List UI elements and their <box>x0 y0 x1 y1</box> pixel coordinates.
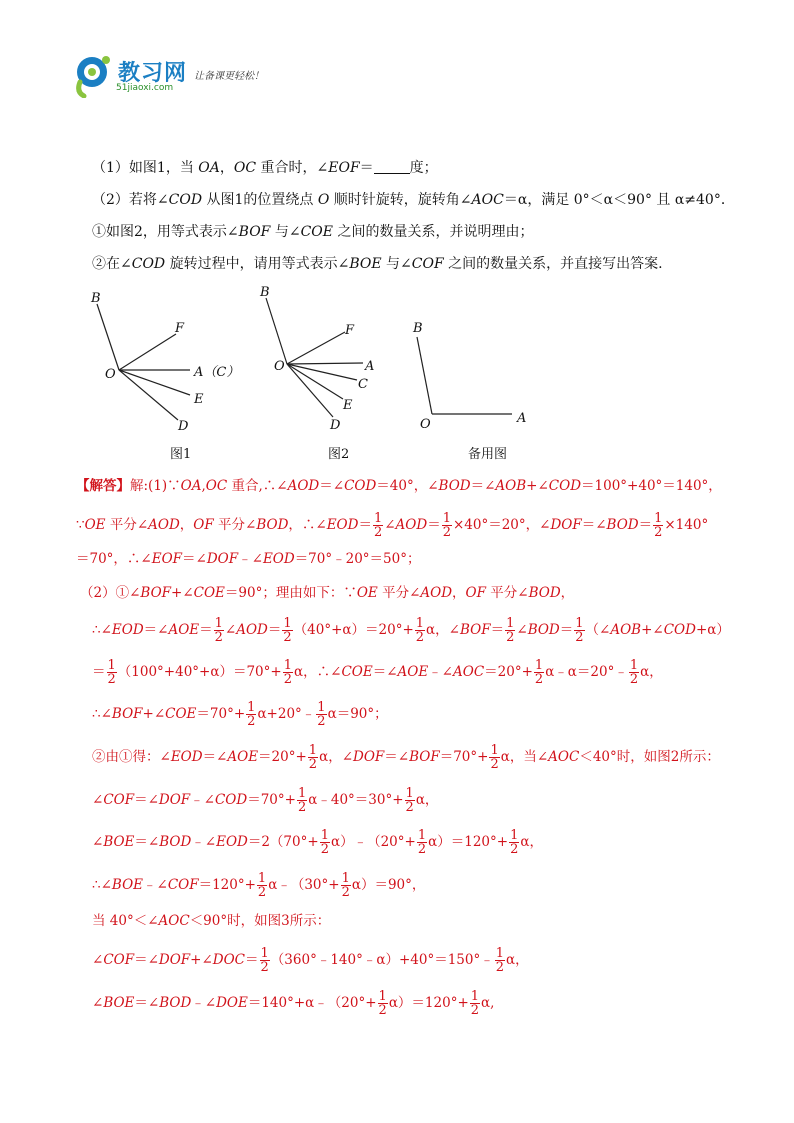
fraction-half: $\frac{1}{2}$ <box>575 616 584 645</box>
fraction-half: $\frac{1}{2}$ <box>417 828 427 857</box>
answer-line-2: ∵OE 平分∠AOD，OF 平分∠BOD，∴∠EOD＝ $\frac{1}{2}$ ∠AOD＝ $\frac{1}{2}$ ×40°＝20°，∠DOF＝∠BOD＝ $\frac{1}{2}$ ×140° <box>76 511 709 540</box>
fig2-label-c: C <box>358 377 368 392</box>
fraction-half: $\frac{1}{2}$ <box>341 871 350 900</box>
fig2-label-b: B <box>260 285 270 300</box>
fraction-half: $\frac{1}{2}$ <box>405 786 414 815</box>
fraction-half: $\frac{1}{2}$ <box>534 658 544 687</box>
fig2-label-a: A <box>365 359 375 374</box>
answer-line-3: ＝70°，∴∠EOF＝∠DOF﹣∠EOD＝70°﹣20°＝50°； <box>76 551 421 567</box>
brand-mascot-icon <box>72 52 114 98</box>
fraction-half: $\frac{1}{2}$ <box>247 700 256 729</box>
fraction-half: $\frac{1}{2}$ <box>629 658 639 687</box>
fig3-label-a: A <box>517 411 527 426</box>
fraction-half: $\frac{1}{2}$ <box>470 989 480 1018</box>
figure-3 <box>417 337 512 414</box>
fraction-half: $\frac{1}{2}$ <box>317 700 326 729</box>
answer-line-6: ＝ $\frac{1}{2}$ （100°+40°+α）＝70°+ $\frac{1}{2}$ α，∴∠COE＝∠AOE﹣∠AOC＝20°+ $\frac{1}{2}$ α﹣α＝20°﹣ $\frac{1}{2}$ α， <box>92 658 663 687</box>
answer-line-10: ∠BOE＝∠BOD﹣∠EOD＝2（70°+ $\frac{1}{2}$ α）﹣（20°+ $\frac{1}{2}$ α）＝120°+ $\frac{1}{2}$ α， <box>92 828 543 857</box>
fig1-caption: 图1 <box>170 447 192 462</box>
fraction-half: $\frac{1}{2}$ <box>283 658 292 687</box>
fraction-half: $\frac{1}{2}$ <box>442 511 451 540</box>
answer-line-13: ∠COF＝∠DOF+∠DOC＝ $\frac{1}{2}$ （360°﹣140°﹣α）+40°＝150°﹣ $\frac{1}{2}$ α， <box>92 946 529 975</box>
fig1-label-e: E <box>194 392 204 407</box>
fraction-half: $\frac{1}{2}$ <box>506 616 515 645</box>
fraction-half: $\frac{1}{2}$ <box>308 743 318 772</box>
answer-tag: 【解答】 <box>76 478 130 494</box>
fraction-half: $\frac{1}{2}$ <box>490 743 499 772</box>
answer-line-11: ∴∠BOE﹣∠COF＝120°+ $\frac{1}{2}$ α﹣（30°+ $\frac{1}{2}$ α）＝90°， <box>92 871 426 900</box>
fig2-label-f: F <box>345 323 355 338</box>
fraction-half: $\frac{1}{2}$ <box>320 828 329 857</box>
fig1-label-b: B <box>91 291 101 306</box>
answer-line-8: ②由①得：∠EOD＝∠AOE＝20°+ $\frac{1}{2}$ α，∠DOF＝∠BOF＝70°+ $\frac{1}{2}$ α，当∠AOC＜40°时，如图2所示： <box>92 743 720 772</box>
fig3-caption: 备用图 <box>468 447 508 462</box>
fig3-label-o: O <box>420 417 431 432</box>
answer-line-1: 【解答】解:(1)∵OA,OC 重合,∴∠AOD＝∠COD＝40°，∠BOD＝∠AOB+∠COD＝100°+40°＝140°， <box>76 478 722 494</box>
question-part-2-2: ②在∠COD 旋转过程中，请用等式表示∠BOE 与∠COF 之间的数量关系，并直接写出答案. <box>92 256 663 272</box>
answer-line-14: ∠BOE＝∠BOD﹣∠DOE＝140°+α﹣（20°+ $\frac{1}{2}$ α）＝120°+ $\frac{1}{2}$ α, <box>92 989 495 1018</box>
answer-line-4: （2）①∠BOF+∠COE＝90°；理由如下：∵OE 平分∠AOD，OF 平分∠BOD， <box>80 585 575 601</box>
fig2-label-e: E <box>343 398 353 413</box>
answer-line-5: ∴∠EOD＝∠AOE＝ $\frac{1}{2}$ ∠AOD＝ $\frac{1}{2}$ （40°+α）＝20°+ $\frac{1}{2}$ α，∠BOF＝ $\frac{1}{2}$ ∠BOD＝ $\frac{1}{2}$ （∠AOB+∠COD+α） <box>92 616 730 645</box>
fraction-half: $\frac{1}{2}$ <box>415 616 425 645</box>
fig3-label-b: B <box>413 321 423 336</box>
answer-blank <box>374 159 410 174</box>
fig2-label-o: O <box>274 359 285 374</box>
brand-slogan: 让备课更轻松！ <box>194 71 264 82</box>
brand-name: 教习网 <box>118 61 188 86</box>
fig1-label-o: O <box>105 367 116 382</box>
answer-line-9: ∠COF＝∠DOF﹣∠COD＝70°+ $\frac{1}{2}$ α﹣40°＝30°+ $\frac{1}{2}$ α， <box>92 786 439 815</box>
fig1-label-ac: A（C） <box>194 365 240 380</box>
answer-line-12: 当 40°＜∠AOC＜90°时，如图3所示： <box>92 913 331 929</box>
fig1-label-d: D <box>178 419 189 434</box>
fraction-half: $\frac{1}{2}$ <box>373 511 383 540</box>
fraction-half: $\frac{1}{2}$ <box>654 511 663 540</box>
fraction-half: $\frac{1}{2}$ <box>378 989 387 1018</box>
brand-url: 51jiaoxi.com <box>116 83 174 93</box>
fraction-half: $\frac{1}{2}$ <box>214 616 223 645</box>
fraction-half: $\frac{1}{2}$ <box>495 946 504 975</box>
fraction-half: $\frac{1}{2}$ <box>257 871 267 900</box>
question-part-2: （2）若将∠COD 从图1的位置绕点 O 顺时针旋转，旋转角∠AOC＝α，满足 0°＜α＜90° 且 α≠40°． <box>92 192 735 208</box>
fraction-half: $\frac{1}{2}$ <box>297 786 307 815</box>
question-part-2-1: ①如图2，用等式表示∠BOF 与∠COE 之间的数量关系，并说明理由； <box>92 224 534 240</box>
figures <box>80 282 540 467</box>
fraction-half: $\frac{1}{2}$ <box>283 616 292 645</box>
fraction-half: $\frac{1}{2}$ <box>107 658 116 687</box>
header-logo <box>72 52 302 102</box>
fig2-caption: 图2 <box>328 447 350 462</box>
fraction-half: $\frac{1}{2}$ <box>510 828 519 857</box>
fraction-half: $\frac{1}{2}$ <box>260 946 269 975</box>
fig2-label-d: D <box>330 418 341 433</box>
answer-line-7: ∴∠BOF+∠COE＝70°+ $\frac{1}{2}$ α+20°﹣ $\frac{1}{2}$ α＝90°； <box>92 700 388 729</box>
fig1-label-f: F <box>175 321 185 336</box>
question-part-1: （1）如图1，当 OA，OC 重合时，∠EOF＝ 度； <box>92 160 438 176</box>
